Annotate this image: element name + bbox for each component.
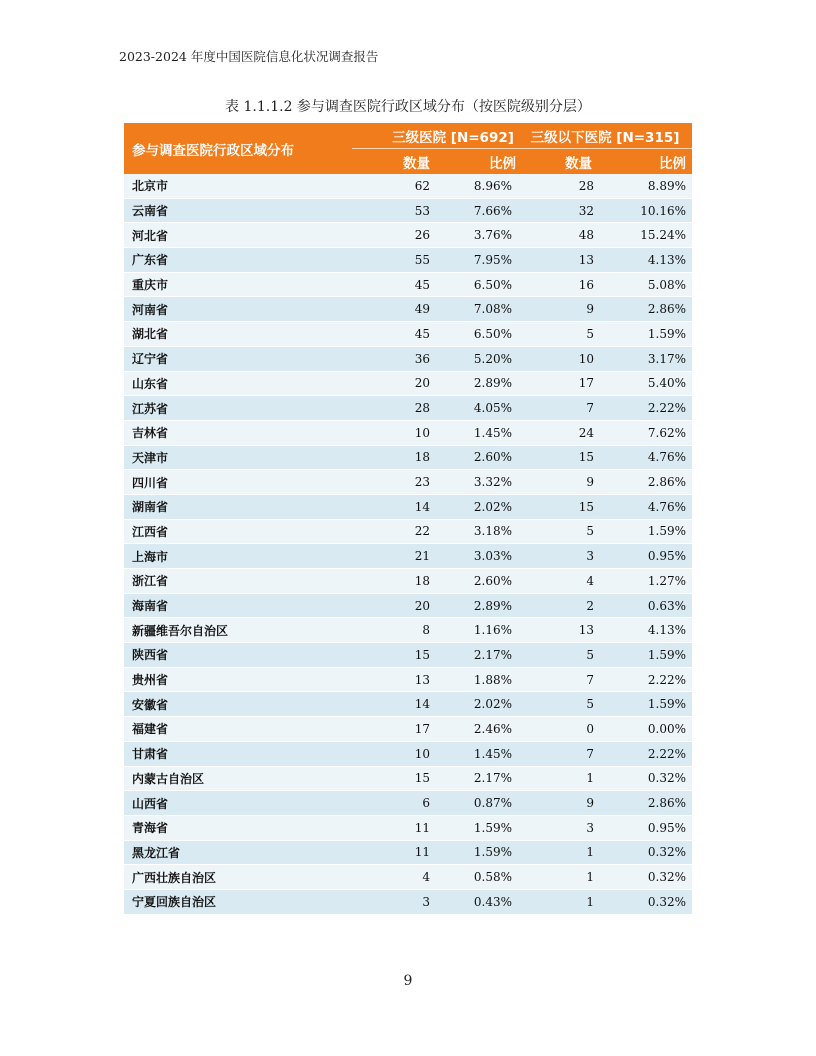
tier3-ratio-cell: 1.59% <box>432 815 518 840</box>
table-row <box>124 643 692 668</box>
table-row <box>124 569 692 594</box>
tier3-ratio-cell: 3.03% <box>432 544 518 569</box>
tier3-ratio-cell: 2.89% <box>432 371 518 396</box>
below-tier3-ratio-cell: 3.17% <box>600 346 692 371</box>
tier3-count-cell: 6 <box>352 791 432 816</box>
region-name-cell: 黑龙江省 <box>124 840 352 865</box>
tier3-ratio-cell: 0.87% <box>432 791 518 816</box>
table-row <box>124 322 692 347</box>
tier3-count-cell: 18 <box>352 569 432 594</box>
below-tier3-count-cell: 1 <box>518 889 600 914</box>
below-tier3-ratio-cell: 2.86% <box>600 470 692 495</box>
tier3-count-cell: 23 <box>352 470 432 495</box>
table-row <box>124 396 692 421</box>
below-tier3-ratio-cell: 7.62% <box>600 420 692 445</box>
tier3-count-cell: 62 <box>352 174 432 198</box>
tier3-count-cell: 36 <box>352 346 432 371</box>
table-caption: 表 1.1.1.2 参与调查医院行政区域分布（按医院级别分层） <box>225 99 591 115</box>
tier3-count-cell: 10 <box>352 741 432 766</box>
region-name-cell: 安徽省 <box>124 692 352 717</box>
tier3-count-cell: 45 <box>352 272 432 297</box>
tier3-ratio-cell: 4.05% <box>432 396 518 421</box>
tier3-ratio-cell: 7.95% <box>432 248 518 273</box>
below-tier3-ratio-cell: 0.32% <box>600 889 692 914</box>
tier3-ratio-cell: 2.60% <box>432 445 518 470</box>
tier3-count-cell: 14 <box>352 692 432 717</box>
below-tier3-count-cell: 13 <box>518 618 600 643</box>
tier3-count-cell: 49 <box>352 297 432 322</box>
region-name-cell: 上海市 <box>124 544 352 569</box>
table-row <box>124 791 692 816</box>
below-tier3-ratio-cell: 0.63% <box>600 593 692 618</box>
tier3-count-cell: 4 <box>352 865 432 890</box>
region-name-cell: 天津市 <box>124 445 352 470</box>
tier3-ratio-cell: 6.50% <box>432 322 518 347</box>
region-name-cell: 四川省 <box>124 470 352 495</box>
tier3-ratio-cell: 1.16% <box>432 618 518 643</box>
region-name-cell: 海南省 <box>124 593 352 618</box>
below-tier3-ratio-cell: 4.76% <box>600 494 692 519</box>
tier3-count-cell: 18 <box>352 445 432 470</box>
table-row <box>124 297 692 322</box>
tier3-ratio-cell: 2.17% <box>432 766 518 791</box>
tier3-count-cell: 53 <box>352 198 432 223</box>
below-tier3-count-cell: 32 <box>518 198 600 223</box>
region-name-cell: 湖北省 <box>124 322 352 347</box>
table-row <box>124 371 692 396</box>
below-tier3-count-cell: 1 <box>518 766 600 791</box>
below-tier3-ratio-cell: 0.95% <box>600 815 692 840</box>
table-row <box>124 815 692 840</box>
tier3-count-cell: 10 <box>352 420 432 445</box>
below-tier3-count-cell: 15 <box>518 445 600 470</box>
below-tier3-count-header: 数量 <box>518 149 600 175</box>
tier3-ratio-cell: 0.43% <box>432 889 518 914</box>
below-tier3-count-cell: 10 <box>518 346 600 371</box>
tier3-ratio-cell: 3.18% <box>432 519 518 544</box>
tier3-count-cell: 21 <box>352 544 432 569</box>
tier3-count-cell: 28 <box>352 396 432 421</box>
tier3-count-cell: 17 <box>352 717 432 742</box>
table-row <box>124 741 692 766</box>
below-tier3-count-cell: 5 <box>518 519 600 544</box>
tier3-count-cell: 22 <box>352 519 432 544</box>
tier3-ratio-cell: 2.17% <box>432 643 518 668</box>
table-row <box>124 544 692 569</box>
below-tier3-ratio-cell: 2.22% <box>600 396 692 421</box>
below-tier3-ratio-cell: 10.16% <box>600 198 692 223</box>
tier3-ratio-cell: 2.46% <box>432 717 518 742</box>
tier3-ratio-cell: 5.20% <box>432 346 518 371</box>
table-row <box>124 198 692 223</box>
below-tier3-ratio-cell: 5.08% <box>600 272 692 297</box>
region-name-cell: 湖南省 <box>124 494 352 519</box>
region-distribution-table <box>124 123 692 915</box>
below-tier3-count-cell: 9 <box>518 791 600 816</box>
region-name-cell: 新疆维吾尔自治区 <box>124 618 352 643</box>
tier3-ratio-cell: 7.66% <box>432 198 518 223</box>
below-tier3-ratio-cell: 0.32% <box>600 865 692 890</box>
below-tier3-count-cell: 3 <box>518 544 600 569</box>
table-row <box>124 618 692 643</box>
below-tier3-count-cell: 9 <box>518 470 600 495</box>
below-tier3-count-cell: 28 <box>518 174 600 198</box>
region-name-cell: 吉林省 <box>124 420 352 445</box>
table-row <box>124 519 692 544</box>
below-tier3-ratio-header: 比例 <box>600 149 692 175</box>
region-name-cell: 重庆市 <box>124 272 352 297</box>
region-name-cell: 山东省 <box>124 371 352 396</box>
tier3-ratio-cell: 7.08% <box>432 297 518 322</box>
table-row <box>124 174 692 198</box>
table-body <box>124 174 692 914</box>
below-tier3-ratio-cell: 2.22% <box>600 741 692 766</box>
region-name-cell: 山西省 <box>124 791 352 816</box>
tier3-ratio-cell: 3.76% <box>432 223 518 248</box>
below-tier3-count-cell: 2 <box>518 593 600 618</box>
below-tier3-ratio-cell: 1.59% <box>600 643 692 668</box>
region-name-cell: 北京市 <box>124 174 352 198</box>
below-tier3-ratio-cell: 0.00% <box>600 717 692 742</box>
below-tier3-ratio-cell: 2.86% <box>600 791 692 816</box>
tier3-ratio-cell: 1.88% <box>432 667 518 692</box>
below-tier3-count-cell: 17 <box>518 371 600 396</box>
below-tier3-ratio-cell: 0.95% <box>600 544 692 569</box>
tier3-count-cell: 14 <box>352 494 432 519</box>
tier3-count-header: 数量 <box>352 149 432 175</box>
table-row <box>124 272 692 297</box>
below-tier3-ratio-cell: 4.13% <box>600 618 692 643</box>
table-row <box>124 420 692 445</box>
table-row <box>124 717 692 742</box>
below-tier3-count-cell: 5 <box>518 643 600 668</box>
document-header: 2023-2024 年度中国医院信息化状况调查报告 <box>119 49 379 64</box>
below-tier3-count-cell: 16 <box>518 272 600 297</box>
below-tier3-count-cell: 15 <box>518 494 600 519</box>
tier3-count-cell: 20 <box>352 371 432 396</box>
table-row <box>124 445 692 470</box>
below-tier3-group-header: 三级以下医院 [N=315] <box>518 123 692 149</box>
tier3-count-cell: 3 <box>352 889 432 914</box>
below-tier3-count-cell: 13 <box>518 248 600 273</box>
below-tier3-count-cell: 1 <box>518 840 600 865</box>
tier3-ratio-header: 比例 <box>432 149 518 175</box>
below-tier3-count-cell: 7 <box>518 667 600 692</box>
tier3-count-cell: 11 <box>352 840 432 865</box>
region-name-cell: 内蒙古自治区 <box>124 766 352 791</box>
below-tier3-count-cell: 3 <box>518 815 600 840</box>
region-name-cell: 云南省 <box>124 198 352 223</box>
region-name-cell: 江西省 <box>124 519 352 544</box>
below-tier3-ratio-cell: 1.59% <box>600 322 692 347</box>
tier3-ratio-cell: 3.32% <box>432 470 518 495</box>
table-row <box>124 667 692 692</box>
tier3-ratio-cell: 0.58% <box>432 865 518 890</box>
page-number: 9 <box>403 973 413 989</box>
below-tier3-ratio-cell: 4.76% <box>600 445 692 470</box>
below-tier3-count-cell: 0 <box>518 717 600 742</box>
below-tier3-ratio-cell: 4.13% <box>600 248 692 273</box>
tier3-count-cell: 15 <box>352 766 432 791</box>
tier3-ratio-cell: 6.50% <box>432 272 518 297</box>
tier3-ratio-cell: 2.89% <box>432 593 518 618</box>
table-row <box>124 470 692 495</box>
region-name-cell: 广东省 <box>124 248 352 273</box>
below-tier3-ratio-cell: 1.27% <box>600 569 692 594</box>
tier3-ratio-cell: 1.45% <box>432 420 518 445</box>
region-name-cell: 河南省 <box>124 297 352 322</box>
region-name-cell: 青海省 <box>124 815 352 840</box>
below-tier3-count-cell: 5 <box>518 322 600 347</box>
below-tier3-ratio-cell: 2.86% <box>600 297 692 322</box>
region-name-cell: 河北省 <box>124 223 352 248</box>
tier3-count-cell: 20 <box>352 593 432 618</box>
tier3-count-cell: 13 <box>352 667 432 692</box>
tier3-ratio-cell: 1.45% <box>432 741 518 766</box>
region-name-cell: 广西壮族自治区 <box>124 865 352 890</box>
below-tier3-count-cell: 4 <box>518 569 600 594</box>
tier3-count-cell: 8 <box>352 618 432 643</box>
table-row <box>124 593 692 618</box>
below-tier3-count-cell: 7 <box>518 741 600 766</box>
below-tier3-count-cell: 7 <box>518 396 600 421</box>
table-row <box>124 889 692 914</box>
region-name-cell: 辽宁省 <box>124 346 352 371</box>
region-name-cell: 贵州省 <box>124 667 352 692</box>
tier3-count-cell: 11 <box>352 815 432 840</box>
below-tier3-ratio-cell: 0.32% <box>600 766 692 791</box>
table-row <box>124 494 692 519</box>
below-tier3-ratio-cell: 0.32% <box>600 840 692 865</box>
region-column-header: 参与调查医院行政区域分布 <box>124 123 352 174</box>
tier3-count-cell: 55 <box>352 248 432 273</box>
region-name-cell: 浙江省 <box>124 569 352 594</box>
below-tier3-ratio-cell: 5.40% <box>600 371 692 396</box>
table-row <box>124 766 692 791</box>
table-row <box>124 840 692 865</box>
table-row <box>124 346 692 371</box>
below-tier3-count-cell: 9 <box>518 297 600 322</box>
table-row <box>124 865 692 890</box>
region-name-cell: 宁夏回族自治区 <box>124 889 352 914</box>
tier3-group-header: 三级医院 [N=692] <box>352 123 518 149</box>
below-tier3-ratio-cell: 1.59% <box>600 519 692 544</box>
below-tier3-ratio-cell: 8.89% <box>600 174 692 198</box>
table-row <box>124 223 692 248</box>
below-tier3-ratio-cell: 1.59% <box>600 692 692 717</box>
below-tier3-ratio-cell: 15.24% <box>600 223 692 248</box>
tier3-count-cell: 26 <box>352 223 432 248</box>
region-name-cell: 福建省 <box>124 717 352 742</box>
table-row <box>124 692 692 717</box>
table-row <box>124 248 692 273</box>
region-name-cell: 江苏省 <box>124 396 352 421</box>
below-tier3-count-cell: 24 <box>518 420 600 445</box>
tier3-ratio-cell: 1.59% <box>432 840 518 865</box>
tier3-ratio-cell: 2.02% <box>432 692 518 717</box>
below-tier3-count-cell: 5 <box>518 692 600 717</box>
below-tier3-count-cell: 48 <box>518 223 600 248</box>
below-tier3-ratio-cell: 2.22% <box>600 667 692 692</box>
tier3-count-cell: 45 <box>352 322 432 347</box>
region-name-cell: 甘肃省 <box>124 741 352 766</box>
tier3-ratio-cell: 2.02% <box>432 494 518 519</box>
tier3-ratio-cell: 8.96% <box>432 174 518 198</box>
region-name-cell: 陕西省 <box>124 643 352 668</box>
below-tier3-count-cell: 1 <box>518 865 600 890</box>
tier3-ratio-cell: 2.60% <box>432 569 518 594</box>
tier3-count-cell: 15 <box>352 643 432 668</box>
